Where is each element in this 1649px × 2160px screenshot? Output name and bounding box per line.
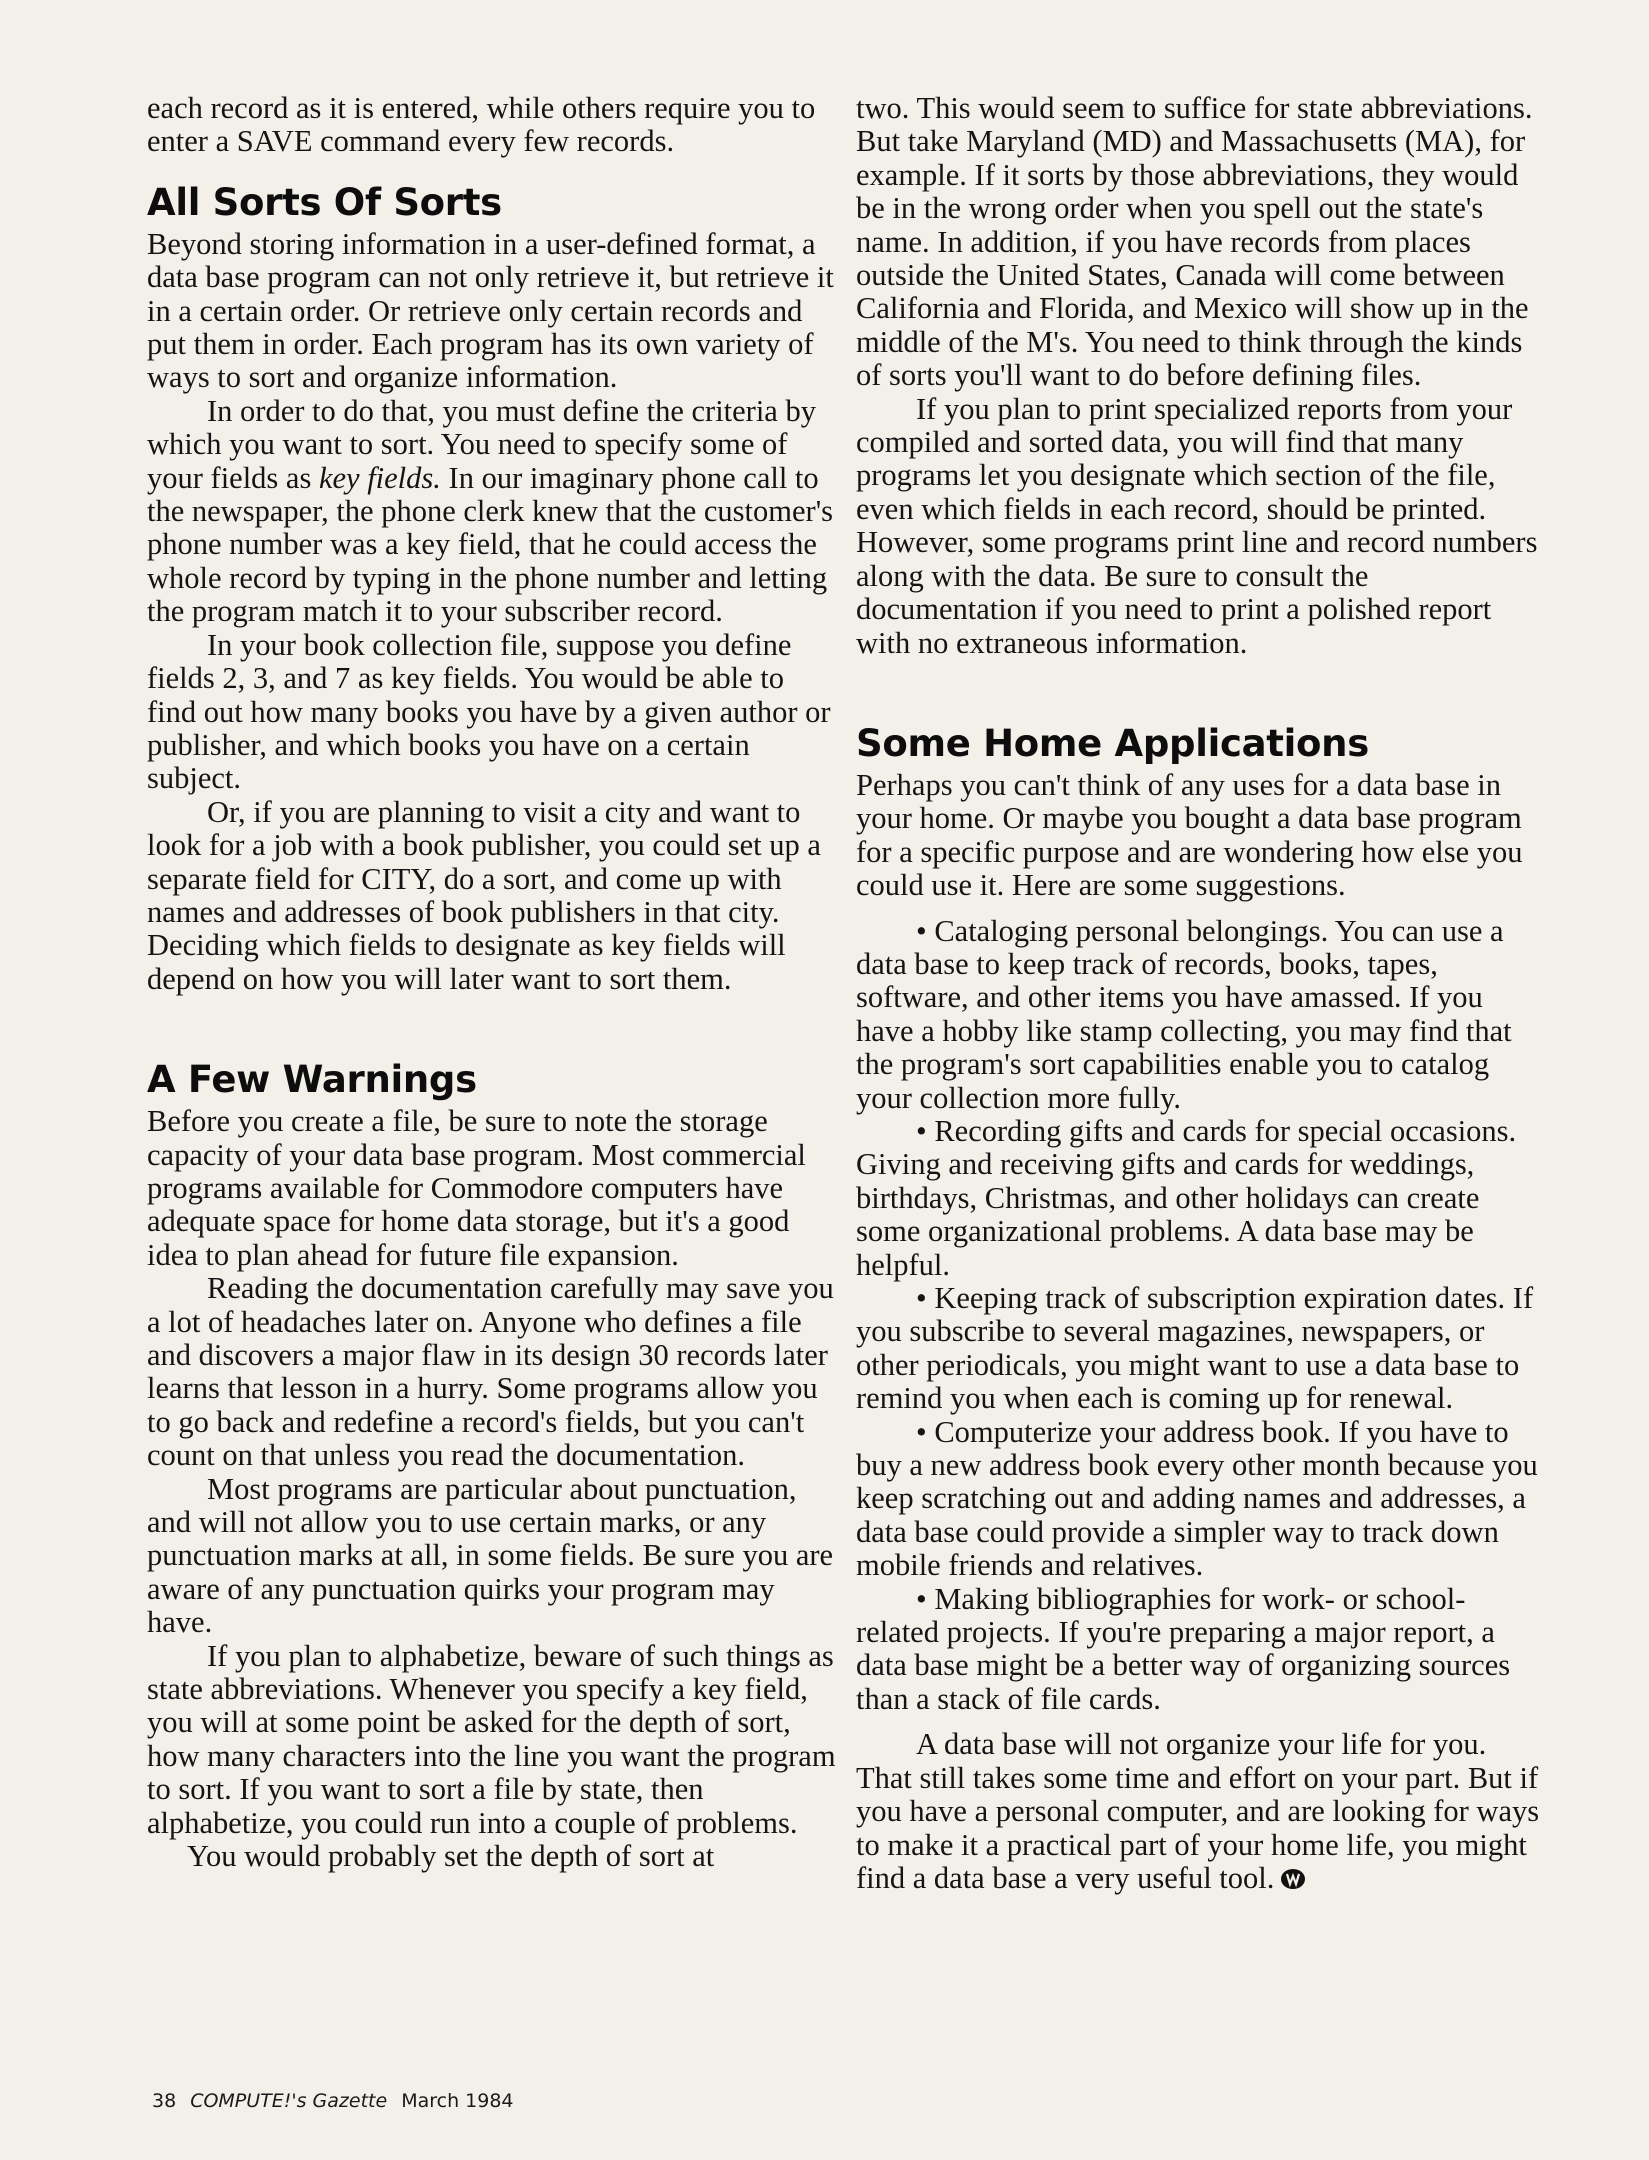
sorts-p2-text-a: In order to do that, you must define the criteria by which you want to sort. You need to specify some of your fields as (147, 393, 816, 495)
left-column (147, 92, 837, 1874)
warnings-paragraph-4: If you plan to alphabetize, beware of such things as state abbreviations. Whenever you specify a key field, you will at some point be asked for the depth of sort, how many characters into the line you want the program to sort. If you want to sort a file by state, then alphabetize, you could run into a couple of problems. (147, 1638, 836, 1840)
sorts-paragraph-2 (147, 395, 837, 629)
intro-paragraph: each record as it is entered, while others require you to enter a SAVE command every few records. (147, 91, 816, 159)
key-fields-term: key fields. (318, 460, 441, 495)
bullet-text: Computerize your address book. If you have to buy a new address book every other month because you keep scratching out and adding names and addresses, a data base could provide a simpler way to track down mobile friends and relatives. (856, 1414, 1538, 1583)
heading-all-sorts: All Sorts Of Sorts (147, 180, 502, 224)
continued-paragraph-2: If you plan to print specialized reports from your compiled and sorted data, you will find that many programs let you designate which section of the file, even which fields in each record, should be printed. However, some programs print line and record numbers along with the data. Be sure to consult the documentation if you need to print a polished report with no extraneous information. (856, 391, 1538, 660)
bullet-item: • Recording gifts and cards for special occasions. Giving and receiving gifts and cards for weddings, birthdays, Christmas, and other holidays can create some organizational problems. A data base may be helpful. (856, 1113, 1517, 1282)
page-footer (152, 2090, 514, 2112)
right-column (856, 92, 1546, 1895)
sorts-paragraph-1: Beyond storing information in a user-defined format, a data base program can not only retrieve it, but retrieve it in a certain order. Or retrieve only certain records and put them in order. Each program has its own variety of ways to sort and organize information. (147, 226, 834, 395)
magazine-title: COMPUTE!'s Gazette (190, 2090, 388, 2112)
sorts-p2-text-b: In our imaginary phone call to the newspaper, the phone clerk knew that the customer's phone number was a key field, that he could access the whole record by typing in the phone number and letting the program match it to your subscriber record. (147, 460, 834, 629)
closing-text: A data base will not organize your life for you. That still takes some time and effort on your part. But if you have a personal computer, and are looking for ways to make it a practical part of your home life, you might find a data base a very useful tool. (856, 1727, 1540, 1895)
compute-logo-icon (1280, 1868, 1306, 1890)
heading-warnings: A Few Warnings (147, 1058, 477, 1102)
home-paragraph-1: Perhaps you can't think of any uses for a data base in your home. Or maybe you bought a data base program for a specific purpose and are wondering how else you could use it. Here are some suggestions. (856, 767, 1523, 903)
bullet-text: Keeping track of subscription expiration dates. If you subscribe to several magazines, newspapers, or other periodicals, you might want to use a data base to remind you when each is coming up for renewal. (856, 1281, 1534, 1416)
bullet-text: Making bibliographies for work- or school-related projects. If you're preparing a major report, a data base might be a better way of organizing sources than a stack of file cards. (856, 1581, 1511, 1716)
issue-date: March 1984 (401, 2090, 514, 2112)
sorts-paragraph-3: In your book collection file, suppose you define fields 2, 3, and 7 as key fields. You would be able to find out how many books you have by a given author or publisher, and which books you have on a certain subject. (147, 627, 831, 796)
bullet-item: • Cataloging personal belongings. You can use a data base to keep track of records, books, tapes, software, and other items you have amassed. If you have a hobby like stamp collecting, you may find that the program's sort capabilities enable you to catalog your collection more fully. (856, 913, 1512, 1115)
bullet-text: Recording gifts and cards for special occasions. Giving and receiving gifts and cards for weddings, birthdays, Christmas, and other holidays can create some organizational problems. A data base may be helpful. (856, 1113, 1517, 1282)
bullet-item: • Computerize your address book. If you have to buy a new address book every other month because you keep scratching out and adding names and addresses, a data base could provide a simpler way to track down mobile friends and relatives. (856, 1414, 1538, 1583)
warnings-paragraph-5: You would probably set the depth of sort at (187, 1839, 715, 1874)
bullet-text: Cataloging personal belongings. You can use a data base to keep track of records, books, tapes, software, and other items you have amassed. If you have a hobby like stamp collecting, you may find that the program's sort capabilities enable you to catalog your collection more fully. (856, 913, 1512, 1115)
warnings-paragraph-2: Reading the documentation carefully may save you a lot of headaches later on. Anyone who defines a file and discovers a major flaw in its design 30 records later learns that lesson in a hurry. Some programs allow you to go back and redefine a record's fields, but you can't count on that unless you read the documentation. (147, 1271, 834, 1473)
page-number: 38 (152, 2090, 177, 2112)
continued-paragraph-1: two. This would seem to suffice for state abbreviations. But take Maryland (MD) and Massachusetts (MA), for example. If it sorts by those abbreviations, they would be in the wrong order when you spell out the state's name. In addition, if you have records from places outside the United States, Canada will come between California and Florida, and Mexico will show up in the middle of the M's. You need to think through the kinds of sorts you'll want to do before defining files. (856, 91, 1533, 393)
sorts-paragraph-4: Or, if you are planning to visit a city and want to look for a job with a book publisher, you could set up a separate field for CITY, do a sort, and come up with names and addresses of book publishers in that city. Deciding which fields to designate as key fields will depend on how you will later want to sort them. (147, 794, 821, 996)
bullet-item: • Making bibliographies for work- or school-related projects. If you're preparing a major report, a data base might be a better way of organizing sources than a stack of file cards. (856, 1581, 1511, 1716)
warnings-paragraph-1: Before you create a file, be sure to note the storage capacity of your data base program. Most commercial programs available for Commodore computers have adequate space for home data storage, but it's a good idea to plan ahead for future file expansion. (147, 1104, 806, 1272)
closing-paragraph (856, 1728, 1546, 1895)
bullet-item: • Keeping track of subscription expiration dates. If you subscribe to several magazines, newspapers, or other periodicals, you might want to use a data base to remind you when each is coming up for renewal. (856, 1281, 1534, 1416)
heading-home-applications: Some Home Applications (856, 721, 1369, 765)
warnings-paragraph-3: Most programs are particular about punctuation, and will not allow you to use certain marks, or any punctuation marks at all, in some fields. Be sure you are aware of any punctuation quirks your program may have. (147, 1471, 834, 1640)
